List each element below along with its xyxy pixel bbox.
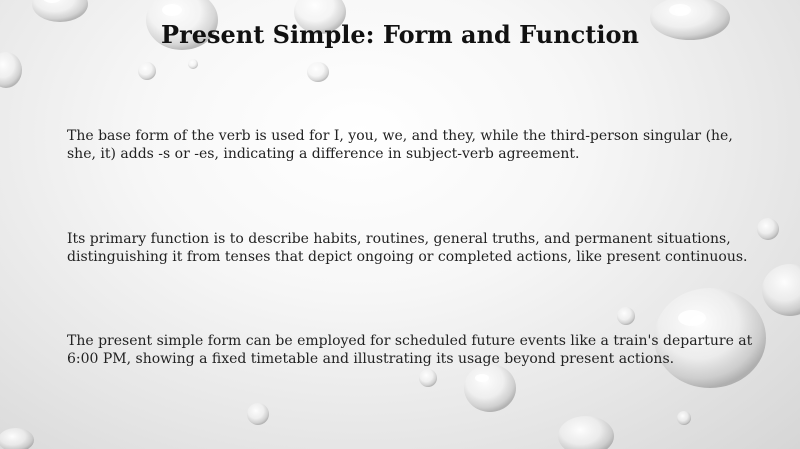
paragraph-form: The base form of the verb is used for I, you, we, and they, while the third-person singular (he, she, it) adds -s or -es, indicating a difference in subject-verb agreement. xyxy=(67,128,733,162)
droplet xyxy=(757,218,779,240)
droplet xyxy=(419,369,437,387)
droplet xyxy=(464,364,516,412)
paragraph-future-usage: The present simple form can be employed for scheduled future events like a train's departure at 6:00 PM, showing a fixed timetable and illustrating its usage beyond present actions. xyxy=(67,333,753,367)
droplet xyxy=(0,52,22,88)
droplet xyxy=(558,416,614,449)
droplet xyxy=(307,62,329,82)
droplet xyxy=(677,411,691,425)
droplet xyxy=(247,403,269,425)
slide-title: Present Simple: Form and Function xyxy=(161,20,639,49)
paragraph-function: Its primary function is to describe habits, routines, general truths, and permanent situations, distinguishing it from tenses that depict ongoing or completed actions, like present continuous. xyxy=(67,231,748,265)
droplet xyxy=(762,264,800,316)
droplet xyxy=(188,59,198,69)
droplet xyxy=(617,307,635,325)
droplet xyxy=(32,0,88,22)
droplet xyxy=(138,62,156,80)
droplet xyxy=(0,428,34,449)
